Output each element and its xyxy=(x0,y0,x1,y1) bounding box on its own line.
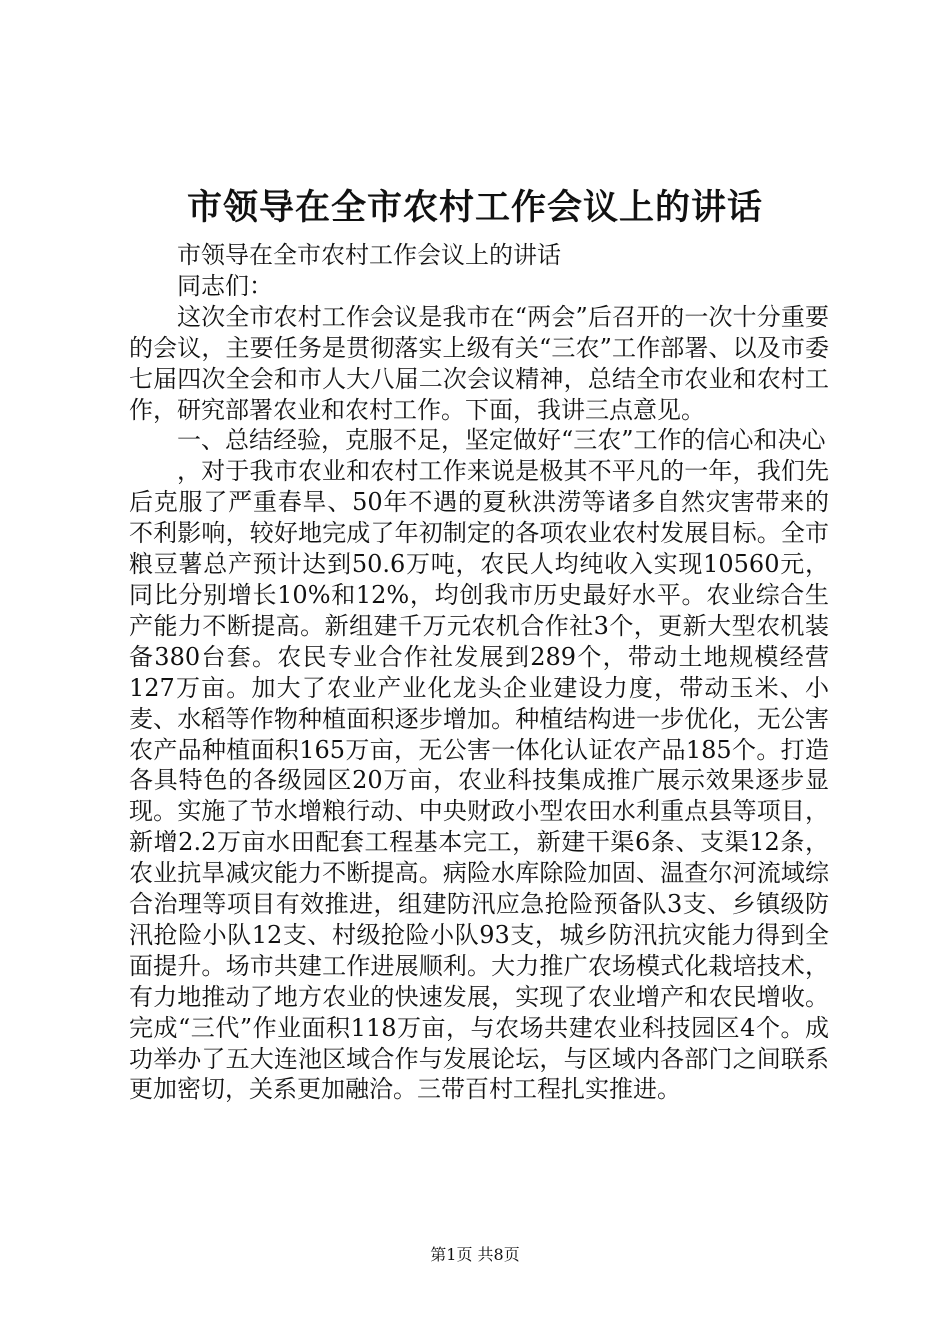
document-title: 市领导在全市农村工作会议上的讲话 xyxy=(186,187,763,228)
paragraph-achievements: ，对于我市农业和农村工作来说是极其不平凡的一年，我们先后克服了严重春旱、50年不遇的夏秋洪涝等诸多自然灾害带来的不利影响，较好地完成了年初制定的各项农业农村发展目标。全市粮豆薯总产预计达到50.6万吨，农民人均纯收入实现10560元，同比分别增长10%和12%，均创我市历史最好水平。农业综合生产能力不断提高。新组建千万元农机合作社3个，更新大型农机装备380台套。农民专业合作社发展到289个，带动土地规模经营127万亩。加大了农业产业化龙头企业建设力度，带动玉米、小麦、水稻等作物种植面积逐步增加。种植结构进一步优化，无公害农产品种植面积165万亩，无公害一体化认证农产品185个。打造各具特色的各级园区20万亩，农业科技集成推广展示效果逐步显现。实施了节水增粮行动、中央财政小型农田水利重点县等项目，新增2.2万亩水田配套工程基本完工，新建干渠6条、支渠12条，农业抗旱减灾能力不断提高。病险水库除险加固、温查尔河流域综合治理等项目有效推进，组建防汛应急抢险预备队3支、乡镇级防汛抢险小队12支、村级抢险小队93支，城乡防汛抗灾能力得到全面提升。场市共建工作进展顺利。大力推广农场模式化栽培技术，有力地推动了地方农业的快速发展，实现了农业增产和农民增收。完成“三代”作业面积118万亩，与农场共建农业科技园区4个。成功举办了五大连池区域合作与发展论坛，与区域内各部门之间联系更加密切，关系更加融洽。三带百村工程扎实推进。 xyxy=(129,457,829,1104)
paragraph-intro: 这次全市农村工作会议是我市在“两会”后召开的一次十分重要的会议，主要任务是贯彻落实上级有关“三农”工作部署、以及市委七届四次全会和市人大八届二次会议精神，总结全市农业和农村工作，研究部署农业和农村工作。下面，我讲三点意见。 xyxy=(129,302,829,424)
section-heading-1: 一、总结经验，克服不足，坚定做好“三农”工作的信心和决心 xyxy=(177,426,826,455)
salutation: 同志们： xyxy=(177,271,273,300)
document-body xyxy=(129,240,829,1105)
page-number-footer: 第1页 共8页 xyxy=(430,1245,520,1264)
subtitle-line: 市领导在全市农村工作会议上的讲话 xyxy=(177,241,561,269)
